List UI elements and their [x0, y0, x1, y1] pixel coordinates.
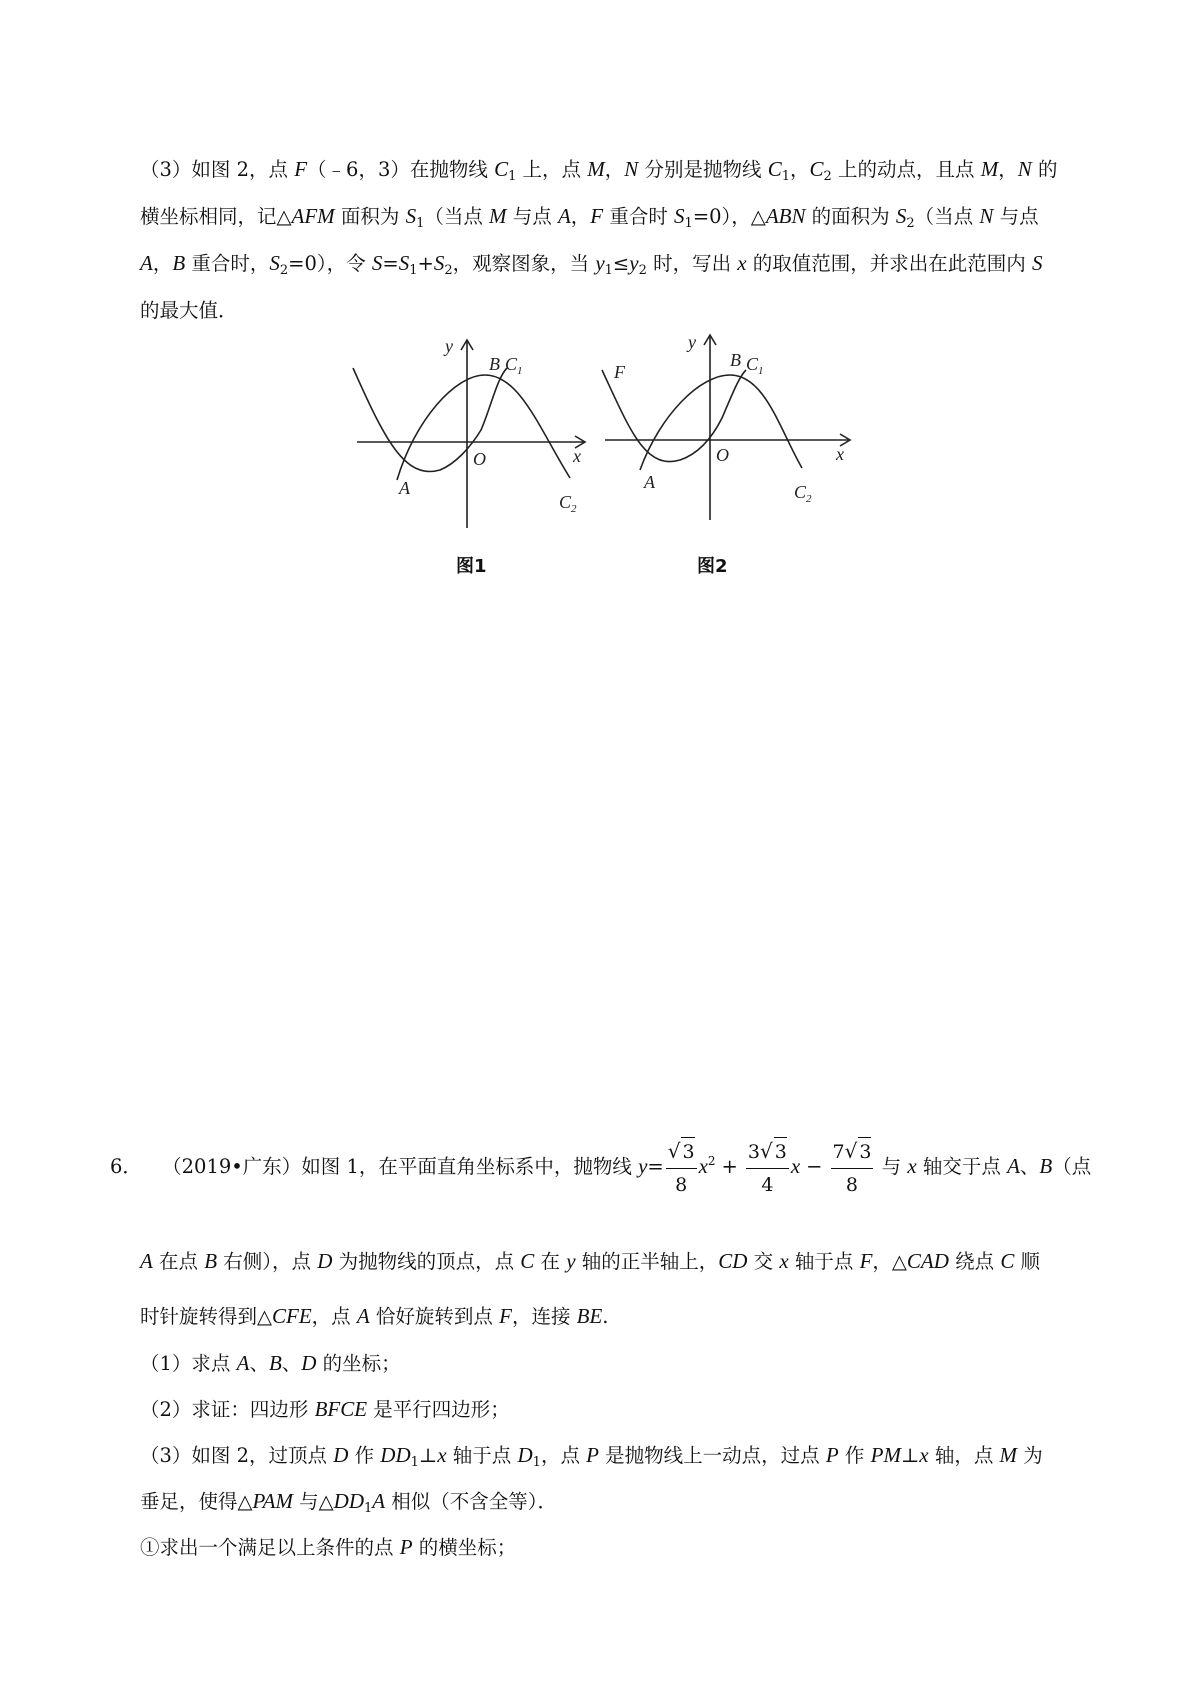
- fig2-label-c2: $C_2$: [794, 482, 812, 505]
- problem6-body: [140, 1230, 1100, 1570]
- fig2-label-a: A: [644, 472, 655, 492]
- fig1-label-c2: $C_2$: [559, 492, 577, 515]
- problem6-line2: A 在点 B 右侧），点 D 为抛物线的顶点，点 C 在 y 轴的正半轴上，CD 交 x 轴于点 F，△CAD 绕点 C 顺: [140, 1249, 1041, 1273]
- problem6-line1: 6． （2019•广东）如图 1，在平面直角坐标系中，抛物线 y= $\frac{√ 3}{8}$ $x^2$ + $\frac{3√ 3}{4}$ x − $\frac{7√ 3}{8}$ 与 x 轴交于点 A、B（点: [110, 1130, 1110, 1202]
- figure-1-caption: 图1: [456, 556, 487, 577]
- problem6-sub3b: 垂足，使得△PAM 与$\triangle DD_1A$ 相似（不含全等）．: [140, 1489, 558, 1516]
- problem5-line1: （3）如图 2，点 F（﹣6，3）在抛物线 $C_1$ 上，点 M，N 分别是抛物线 $C_1$，$C_2$ 上的动点，且点 M，N 的: [140, 157, 1058, 184]
- fraction-3sqrt3-over-4: $\frac{3√ 3}{4}$: [747, 1138, 787, 1196]
- figure-2: [600, 330, 860, 540]
- fig1-label-c1: $C_1$: [505, 354, 523, 377]
- fig1-label-b: B: [489, 354, 500, 374]
- problem6-sub3c: ①求出一个满足以上条件的点 P 的横坐标；: [140, 1535, 517, 1559]
- fig2-label-f: F: [614, 362, 625, 382]
- problem5-line4: 的最大值．: [140, 299, 238, 322]
- problem5-line3: A，B 重合时，$S_2=0$），令 $S=S_1+S_2$，观察图象，当 $y_1\le y_2$ 时，写出 x 的取值范围，并求出在此范围内 S: [140, 251, 1043, 278]
- problem6-sub3a: （3）如图 2，过顶点 D 作 $DD_1\perp x$ 轴于点 $D_1$，点 P 是抛物线上一动点，过点 P 作 PM⊥x 轴，点 M 为: [140, 1443, 1043, 1470]
- fig2-label-x: x: [836, 444, 844, 464]
- fig1-label-a: A: [399, 478, 410, 498]
- fig1-label-o: O: [473, 449, 486, 469]
- problem6-line3: 时针旋转得到△CFE，点 A 恰好旋转到点 F，连接 BE.: [140, 1304, 609, 1328]
- problem5-part3: [140, 146, 1100, 334]
- fraction-sqrt3-over-8: $\frac{√ 3}{8}$: [667, 1138, 695, 1196]
- problem5-line2: 横坐标相同，记△AFM 面积为 $S_1$（当点 M 与点 A，F 重合时 $S_1=0$），△ABN 的面积为 $S_2$（当点 N 与点: [140, 204, 1039, 231]
- fig2-label-c1: $C_1$: [746, 354, 764, 377]
- figures: [345, 330, 905, 580]
- fig2-label-b: B: [730, 350, 741, 370]
- fraction-7sqrt3-over-8: $\frac{7√ 3}{8}$: [832, 1138, 872, 1196]
- problem6-number: 6．: [110, 1155, 142, 1178]
- problem6: [110, 1130, 1110, 1202]
- figure-1: [345, 330, 595, 540]
- fig2-label-o: O: [716, 445, 729, 465]
- fig1-label-x: x: [573, 446, 581, 466]
- problem6-sub1: （1）求点 A、B、D 的坐标；: [140, 1351, 401, 1375]
- fig2-label-y: y: [688, 332, 696, 352]
- problem6-sub2: （2）求证：四边形 BFCE 是平行四边形；: [140, 1397, 510, 1421]
- fig1-label-y: y: [445, 336, 453, 356]
- figure-2-caption: 图2: [697, 556, 728, 577]
